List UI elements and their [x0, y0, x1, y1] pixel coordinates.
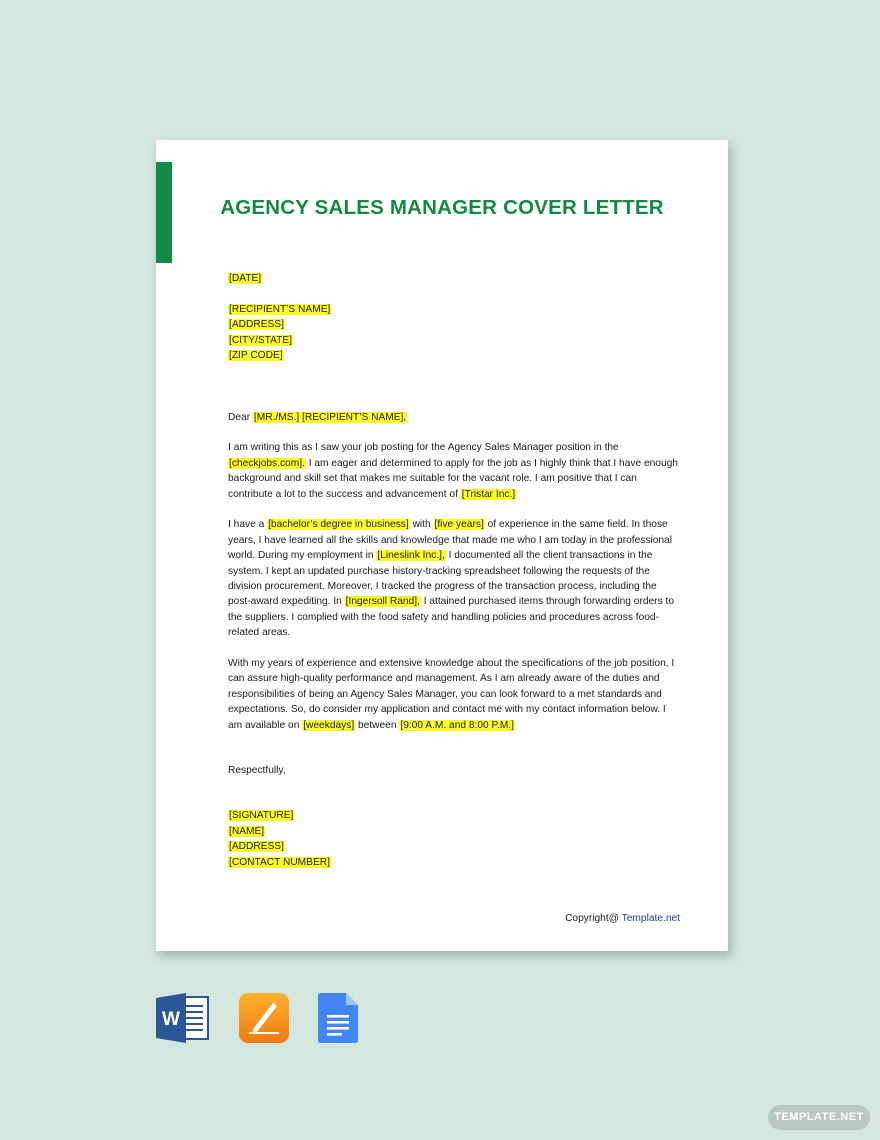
sender-block — [228, 808, 682, 870]
sender-contact: [CONTACT NUMBER] — [229, 856, 330, 868]
paragraph-1: I am writing this as I saw your job posting for the Agency Sales Manager position in the [checkjobs.com]. I am eager and determined to apply for the job as I highly think that I have enough background and skill set that makes me suitable for the vacant role. I am positive that I can contribute a lot to the success and advancement of [Tristar Inc.] — [228, 442, 678, 500]
svg-text:W: W — [162, 1009, 180, 1030]
recipient-block — [228, 302, 682, 364]
date-line — [228, 271, 682, 286]
recipient-address: [ADDRESS] — [229, 319, 284, 331]
job-site-placeholder: [checkjobs.com]. — [229, 457, 305, 469]
paragraph-2: I have a [bachelor’s degree in business] with [five years] of experience in the same field. In those years, I have learned all the skills and knowledge that made me who I am today in the professional world. During my employment in [Lineslink Inc.], I documented all the client transactions in the system. I kept an updated purchase history-tracking spreadsheet following the requests of the division procurement. Moreover, I tracked the progress of the transaction process, including the post-award expediting. In [Ingersoll Rand], I attained purchased items through forwarding orders to the suppliers. I complied with the food safety and handling policies and procedures across food-related areas. — [228, 519, 674, 639]
paragraph-3: With my years of experience and extensive knowledge about the specifications of the job position, I can assure high-quality performance and management. As I am already aware of the duties and responsibilities of being an Agency Sales Manager, you can look forward to a met standards and expectations. So, do consider my application and contact me with my contact information below. I am available on [weekdays] between [9:00 A.M. and 8:00 P.M.] — [228, 658, 675, 731]
company-placeholder: [Tristar Inc.] — [461, 488, 516, 500]
hours-placeholder: [9:00 A.M. and 8:00 P.M.] — [400, 719, 515, 731]
document-page — [156, 140, 728, 951]
copyright-footer: Copyright@ Template.net — [565, 913, 680, 924]
closing: Respectfully, — [228, 765, 286, 777]
word-icon[interactable] — [156, 993, 210, 1048]
employer-1-placeholder: [Lineslink Inc.], — [377, 550, 445, 562]
google-docs-icon[interactable] — [318, 993, 358, 1048]
recipient-zip: [ZIP CODE] — [229, 350, 283, 362]
salutation: Dear [MR./MS.] [RECIPIENT’S NAME], — [228, 411, 407, 423]
pages-icon[interactable] — [239, 993, 289, 1048]
letter-body — [228, 271, 682, 870]
recipient-city-state: [CITY/STATE] — [229, 334, 293, 346]
template-net-link[interactable]: Template.net — [621, 913, 680, 924]
degree-placeholder: [bachelor’s degree in business] — [268, 519, 409, 531]
employer-2-placeholder: [Ingersoll Rand], — [345, 596, 420, 608]
template-net-badge[interactable]: TEMPLATE.NET — [768, 1105, 870, 1130]
date-placeholder: [DATE] — [229, 273, 262, 284]
years-placeholder: [five years] — [434, 519, 484, 531]
document-title: AGENCY SALES MANAGER COVER LETTER — [220, 196, 664, 219]
salutation-name: [MR./MS.] [RECIPIENT’S NAME], — [253, 411, 407, 423]
recipient-name: [RECIPIENT’S NAME] — [229, 303, 331, 315]
days-placeholder: [weekdays] — [303, 719, 355, 731]
sender-signature: [SIGNATURE] — [229, 810, 294, 822]
sender-address: [ADDRESS] — [229, 841, 284, 853]
sender-name: [NAME] — [229, 825, 265, 837]
